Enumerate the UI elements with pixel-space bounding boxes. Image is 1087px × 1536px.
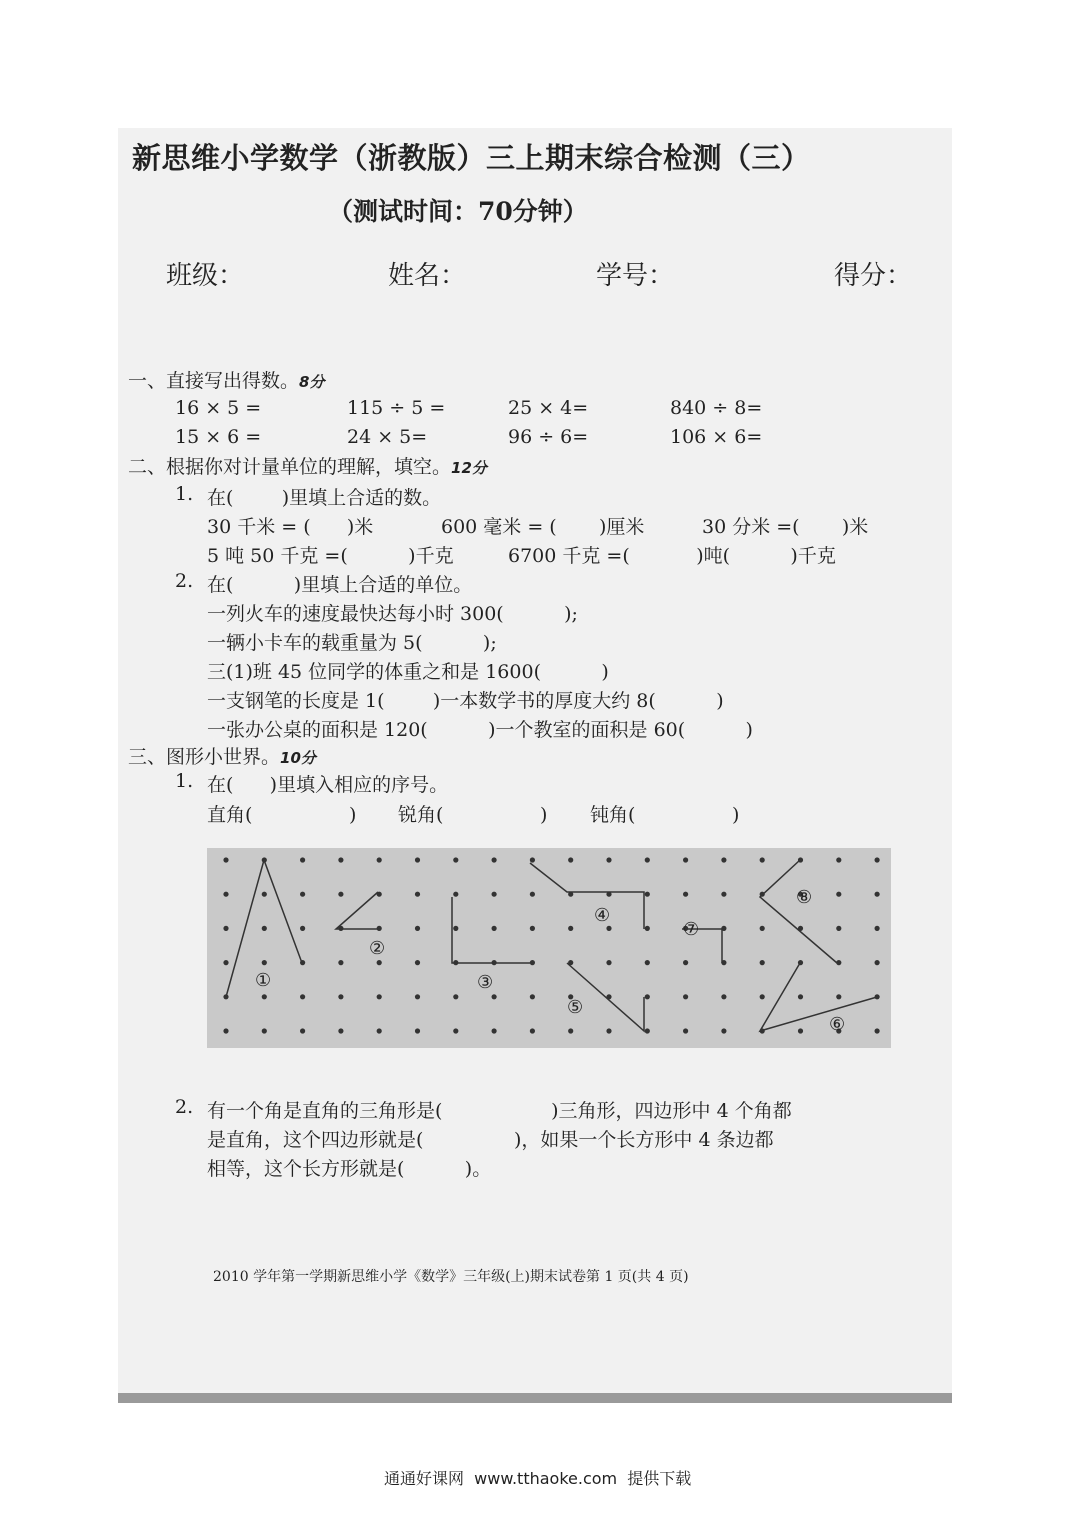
section2-heading: 二、根据你对计量单位的理解，填空。12分 [128,456,487,478]
grid-dot [836,994,841,999]
page-title: 新思维小学数学（浙教版）三上期末综合检测（三） [132,141,811,175]
grid-dot [721,994,726,999]
grid-dot [453,994,458,999]
grid-dot [606,926,611,931]
grid-dot [798,1028,803,1033]
section1-heading: 一、直接写出得数。8分 [128,370,325,392]
fill-blank: 30 分米 =( )米 [702,516,869,538]
grid-dot [300,857,305,862]
section3-score: 10分 [280,749,316,767]
exercise: 25 × 4= [508,397,589,419]
field-score: 得分： [834,261,913,291]
grid-dot [683,994,688,999]
grid-dot [377,994,382,999]
figure-label: ① [255,970,272,991]
section1-score: 8分 [299,373,325,391]
grid-dot [875,960,880,965]
fill-blank: 600 毫米 = ( )厘米 [441,516,645,538]
grid-dot [683,857,688,862]
exercise: 96 ÷ 6= [508,426,589,448]
figure-label: ⑤ [567,997,584,1018]
grid-dot [836,926,841,931]
question-text: 在( )里填上合适的数。 [207,487,442,509]
grid-dot [530,994,535,999]
grid-dot [645,1028,650,1033]
grid-dot [262,960,267,965]
grid-dot [721,1028,726,1033]
grid-dot [530,1028,535,1033]
grid-dot [645,994,650,999]
fill-blank: 直角( ) [207,804,357,826]
figure-label: ⑧ [796,887,813,908]
grid-dot [760,994,765,999]
grid-dot [530,892,535,897]
grid-dot [338,960,343,965]
exercise: 840 ÷ 8= [670,397,763,419]
grid-dot [875,892,880,897]
grid-dot [415,857,420,862]
grid-dot [338,1028,343,1033]
grid-dot [377,857,382,862]
download-site-link[interactable]: 通通好课网 www.tthaoke.com 提供下载 [384,1469,692,1488]
grid-dot [223,1028,228,1033]
grid-dot [492,926,497,931]
figure-label: ② [369,938,386,959]
grid-dot [492,1028,497,1033]
grid-dot [875,1028,880,1033]
grid-dot [377,1028,382,1033]
grid-dot [453,926,458,931]
grid-dot [415,892,420,897]
grid-dot [415,960,420,965]
fill-blank: 5 吨 50 千克 =( )千克 [207,545,454,567]
grid-dot [377,960,382,965]
fill-blank: 是直角，这个四边形就是( )，如果一个长方形中 4 条边都 [207,1129,774,1151]
grid-dot [645,960,650,965]
grid-dot [453,857,458,862]
grid-dot [492,892,497,897]
fill-blank: 一列火车的速度最快达每小时 300( ); [207,603,578,625]
question-text: 在( )里填上合适的单位。 [207,574,473,596]
fill-blank: 一辆小卡车的载重量为 5( ); [207,632,497,654]
grid-dot [836,892,841,897]
question-number: 2. [175,1096,194,1118]
grid-dot [262,892,267,897]
section3-heading: 三、图形小世界。10分 [128,746,316,768]
grid-dot [530,857,535,862]
fill-blank: 有一个角是直角的三角形是( )三角形，四边形中 4 个角都 [207,1100,792,1122]
exercise: 15 × 6 = [175,426,262,448]
grid-dot [492,994,497,999]
grid-dot [683,892,688,897]
figure-label: ③ [477,972,494,993]
test-duration: （测试时间：70分钟） [328,197,588,226]
grid-dot [338,857,343,862]
grid-dot [875,926,880,931]
grid-dot [223,926,228,931]
grid-dot [568,1028,573,1033]
grid-dot [300,892,305,897]
grid-dot [223,892,228,897]
grid-dot [415,926,420,931]
field-student-id: 学号： [596,261,675,291]
exercise: 115 ÷ 5 = [347,397,446,419]
grid-dot [721,892,726,897]
figure-label: ⑦ [683,919,700,940]
grid-dot [798,994,803,999]
question-number: 2. [175,570,194,592]
grid-dot [223,960,228,965]
grid-dot [415,994,420,999]
exercise: 24 × 5= [347,426,428,448]
grid-dot [262,926,267,931]
fill-blank: 相等，这个长方形就是( )。 [207,1158,492,1180]
grid-dot [760,960,765,965]
grid-dot [760,857,765,862]
fill-blank: 三(1)班 45 位同学的体重之和是 1600( ) [207,661,609,683]
grid-dot [568,926,573,931]
field-name: 姓名： [388,261,467,291]
grid-dot [875,857,880,862]
grid-dot [453,892,458,897]
exercise: 16 × 5 = [175,397,262,419]
grid-dot [645,892,650,897]
question-text: 在( )里填入相应的序号。 [207,774,449,796]
grid-dot [338,892,343,897]
grid-dot [453,1028,458,1033]
fill-blank: 一张办公桌的面积是 120( )一个教室的面积是 60( ) [207,719,753,741]
grid-dot [300,1028,305,1033]
grid-dot [606,1028,611,1033]
grid-dot [492,857,497,862]
grid-dot [760,926,765,931]
grid-dot [645,857,650,862]
grid-dot [300,926,305,931]
grid-dot [262,994,267,999]
question-number: 1. [175,770,194,792]
grid-dot [606,857,611,862]
scan-edge [118,1393,952,1403]
figure-label: ⑥ [829,1014,846,1035]
grid-dot [683,960,688,965]
fill-blank: 钝角( ) [590,804,740,826]
fill-blank: 一支钢笔的长度是 1( )一本数学书的厚度大约 8( ) [207,690,724,712]
grid-dot [568,857,573,862]
question-number: 1. [175,483,194,505]
grid-dot [415,1028,420,1033]
grid-dot [338,994,343,999]
grid-dot [645,926,650,931]
grid-dot [530,926,535,931]
grid-dot [530,960,535,965]
section2-score: 12分 [451,459,487,477]
grid-dot [223,857,228,862]
page-footer: 2010 学年第一学期新思维小学《数学》三年级(上)期末试卷第 1 页(共 4 页) [213,1269,689,1285]
dot-grid-figure [207,848,891,1048]
fill-blank: 6700 千克 =( )吨( )千克 [508,545,836,567]
fill-blank: 30 千米 = ( )米 [207,516,374,538]
grid-dot [721,857,726,862]
grid-dot [300,994,305,999]
grid-dot [683,1028,688,1033]
grid-dot [836,857,841,862]
exercise: 106 × 6= [670,426,763,448]
fill-blank: 锐角( ) [398,804,548,826]
grid-dot [262,1028,267,1033]
field-class: 班级： [166,261,245,291]
figure-label: ④ [594,905,611,926]
grid-dot [606,960,611,965]
